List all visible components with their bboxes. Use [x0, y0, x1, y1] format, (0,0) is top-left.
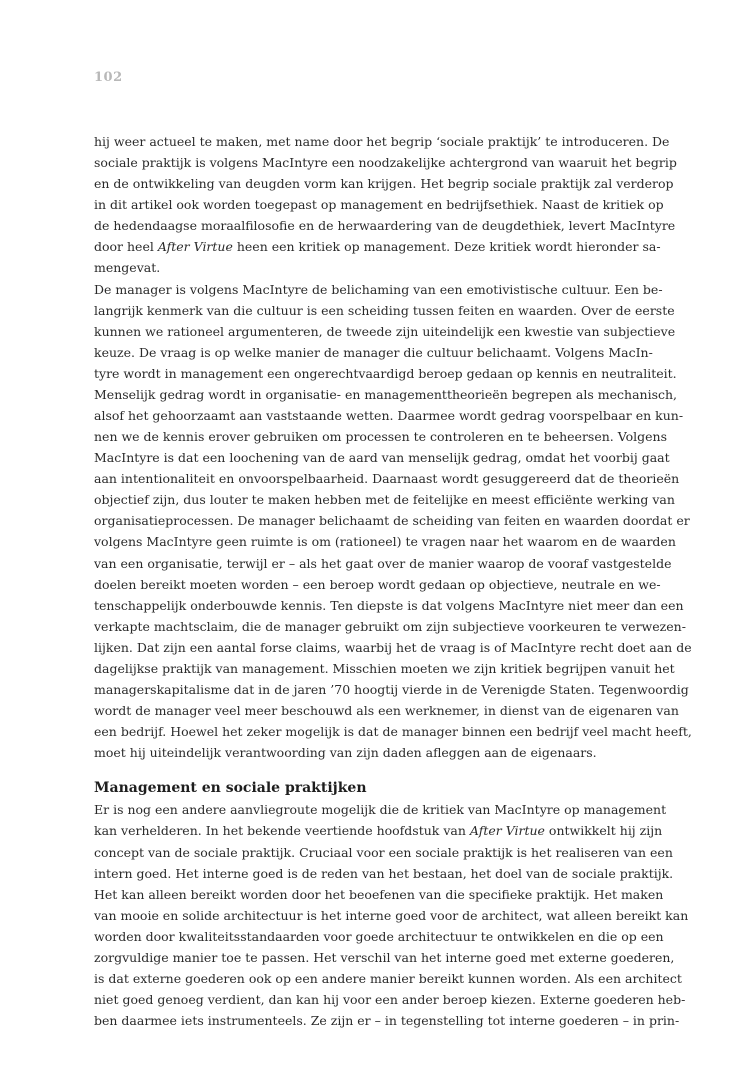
- text-segment: dagelijkse praktijk van management. Misschien moeten we zijn kritiek begrijpen vanuit het: [94, 660, 675, 676]
- text-line: [94, 905, 689, 926]
- section-intro: [94, 131, 692, 763]
- text-line: [94, 426, 668, 447]
- section-gap: [94, 763, 628, 777]
- text-line: [94, 152, 677, 173]
- text-line: [94, 742, 628, 763]
- text-segment: moet hij uiteindelijk verantwoording van zijn daden afleggen aan de eigenaars.: [94, 745, 597, 761]
- text-segment: MacIntyre is dat een loochening van de aard van menselijk gedrag, omdat het voorbij gaat: [94, 450, 670, 466]
- text-line: [94, 489, 675, 510]
- article-body: [94, 131, 692, 1031]
- text-segment: tyre wordt in management een ongerechtvaardigd beroep gedaan op kennis en neutraliteit.: [94, 365, 677, 381]
- text-segment: een bedrijf. Hoewel het zeker mogelijk is dat de manager binnen een bedrijf veel macht heeft,: [94, 724, 692, 740]
- text-segment: ben daarmee iets instrumenteels. Ze zijn er – in tegenstelling tot interne goederen – in prin-: [94, 1013, 680, 1029]
- text-line: [94, 510, 690, 531]
- text-line: [94, 884, 664, 905]
- text-line: [94, 342, 653, 363]
- text-segment: Het kan alleen bereikt worden door het beoefenen van die specifieke praktijk. Het maken: [94, 886, 664, 902]
- text-line: [94, 863, 674, 884]
- text-line: [94, 321, 676, 342]
- text-line: [94, 279, 663, 300]
- text-segment: volgens MacIntyre geen ruimte is om (rationeel) te vragen naar het waarom en de waarden: [94, 534, 676, 550]
- text-line: [94, 468, 680, 489]
- text-line: [94, 300, 675, 321]
- text-segment: ontwikkelt hij zijn: [544, 823, 663, 839]
- text-segment: in dit artikel ook worden toegepast op management en bedrijfsethiek. Naast de kritiek op: [94, 197, 664, 213]
- text-segment: intern goed. Het interne goed is de reden van het bestaan, het doel van de sociale praktijk.: [94, 865, 674, 881]
- text-segment: van een organisatie, terwijl er – als het gaat over de manier waarop de vooraf vastgestelde: [94, 555, 672, 571]
- text-segment: aan intentionaliteit en onvoorspelbaarheid. Daarnaast wordt gesuggereerd dat de theorieën: [94, 471, 680, 487]
- text-segment: organisatieprocessen. De manager belichaamt de scheiding van feiten en waarden doordat er: [94, 513, 690, 529]
- text-line: [94, 1010, 680, 1031]
- text-segment: door heel: [94, 239, 158, 255]
- text-segment: objectief zijn, dus louter te maken hebben met de feitelijke en meest efficiënte werking van: [94, 492, 675, 508]
- text-segment: van mooie en solide architectuur is het interne goed voor de architect, wat alleen bereikt kan: [94, 907, 689, 923]
- book-title: After Virtue: [469, 823, 545, 839]
- text-line: [94, 363, 677, 384]
- text-line: [94, 968, 682, 989]
- text-line: [94, 799, 667, 820]
- text-segment: nen we de kennis erover gebruiken om processen te controleren en te beheersen. Volgens: [94, 429, 668, 445]
- section-heading: Management en sociale praktijken: [94, 780, 367, 797]
- text-line: [94, 926, 664, 947]
- text-line: [94, 842, 673, 863]
- text-segment: is dat externe goederen ook op een andere manier bereikt kunnen worden. Als een architect: [94, 970, 682, 986]
- text-line: [94, 947, 675, 968]
- text-segment: mengevat.: [94, 260, 161, 276]
- text-line: [94, 700, 679, 721]
- text-line: [94, 173, 674, 194]
- text-line: [94, 820, 663, 841]
- text-line: [94, 679, 689, 700]
- text-line: [94, 131, 670, 152]
- text-line: [94, 658, 675, 679]
- text-segment: Menselijk gedrag wordt in organisatie- en managementtheorieën begrepen als mechanisch,: [94, 386, 678, 402]
- text-line: [94, 257, 628, 278]
- text-segment: De manager is volgens MacIntyre de belichaming van een emotivistische cultuur. Een be-: [94, 281, 663, 297]
- text-segment: lijken. Dat zijn een aantal forse claims, waarbij het de vraag is of MacIntyre recht doet aan de: [94, 639, 692, 655]
- text-segment: sociale praktijk is volgens MacIntyre een noodzakelijke achtergrond van waaruit het begrip: [94, 155, 677, 171]
- text-line: [94, 595, 684, 616]
- text-segment: keuze. De vraag is op welke manier de manager die cultuur belichaamt. Volgens MacIn-: [94, 344, 653, 360]
- text-segment: concept van de sociale praktijk. Cruciaal voor een sociale praktijk is het realiseren van een: [94, 844, 673, 860]
- text-line: [94, 531, 676, 552]
- text-line: [94, 447, 670, 468]
- text-segment: tenschappelijk onderbouwde kennis. Ten diepste is dat volgens MacIntyre niet meer dan een: [94, 597, 684, 613]
- text-segment: niet goed genoeg verdient, dan kan hij voor een ander beroep kiezen. Externe goederen heb-: [94, 992, 686, 1008]
- section-management-practices: [94, 799, 689, 1031]
- text-segment: alsof het gehoorzaamt aan vaststaande wetten. Daarmee wordt gedrag voorspelbaar en kun-: [94, 408, 684, 424]
- text-line: [94, 553, 672, 574]
- text-segment: kunnen we rationeel argumenteren, de tweede zijn uiteindelijk een kwestie van subjectieve: [94, 323, 676, 339]
- text-segment: Er is nog een andere aanvliegroute mogelijk die de kritiek van MacIntyre op management: [94, 802, 667, 818]
- text-line: [94, 194, 664, 215]
- text-segment: wordt de manager veel meer beschouwd als een werknemer, in dienst van de eigenaren van: [94, 703, 679, 719]
- text-line: [94, 616, 686, 637]
- text-segment: doelen bereikt moeten worden – een beroep wordt gedaan op objectieve, neutrale en we-: [94, 576, 661, 592]
- text-segment: worden door kwaliteitsstandaarden voor goede architectuur te ontwikkelen en die op een: [94, 928, 664, 944]
- text-line: [94, 384, 678, 405]
- text-segment: hij weer actueel te maken, met name door het begrip ‘sociale praktijk’ te introduceren. De: [94, 134, 670, 149]
- text-segment: verkapte machtsclaim, die de manager gebruikt om zijn subjectieve voorkeuren te verwezen-: [94, 618, 686, 634]
- text-line: [94, 574, 661, 595]
- text-segment: managerskapitalisme dat in de jaren ’70 hoogtij vierde in de Verenigde Staten. Tegenwoordig: [94, 682, 689, 698]
- text-segment: kan verhelderen. In het bekende veertiende hoofdstuk van: [94, 823, 470, 839]
- text-line: [94, 236, 661, 257]
- book-title: After Virtue: [157, 239, 233, 255]
- text-segment: de hedendaagse moraalfilosofie en de herwaardering van de deugdethiek, levert MacIntyre: [94, 218, 676, 234]
- text-segment: zorgvuldige manier toe te passen. Het verschil van het interne goed met externe goederen,: [94, 949, 675, 965]
- text-line: [94, 215, 676, 236]
- text-segment: langrijk kenmerk van die cultuur is een scheiding tussen feiten en waarden. Over de eerste: [94, 302, 675, 318]
- text-segment: heen een kritiek op management. Deze kritiek wordt hieronder sa-: [232, 239, 661, 255]
- page-number: 102: [94, 70, 123, 85]
- text-line: [94, 989, 686, 1010]
- text-segment: en de ontwikkeling van deugden vorm kan krijgen. Het begrip sociale praktijk zal verderop: [94, 176, 674, 192]
- text-line: [94, 405, 684, 426]
- text-line: [94, 721, 692, 742]
- text-line: [94, 637, 692, 658]
